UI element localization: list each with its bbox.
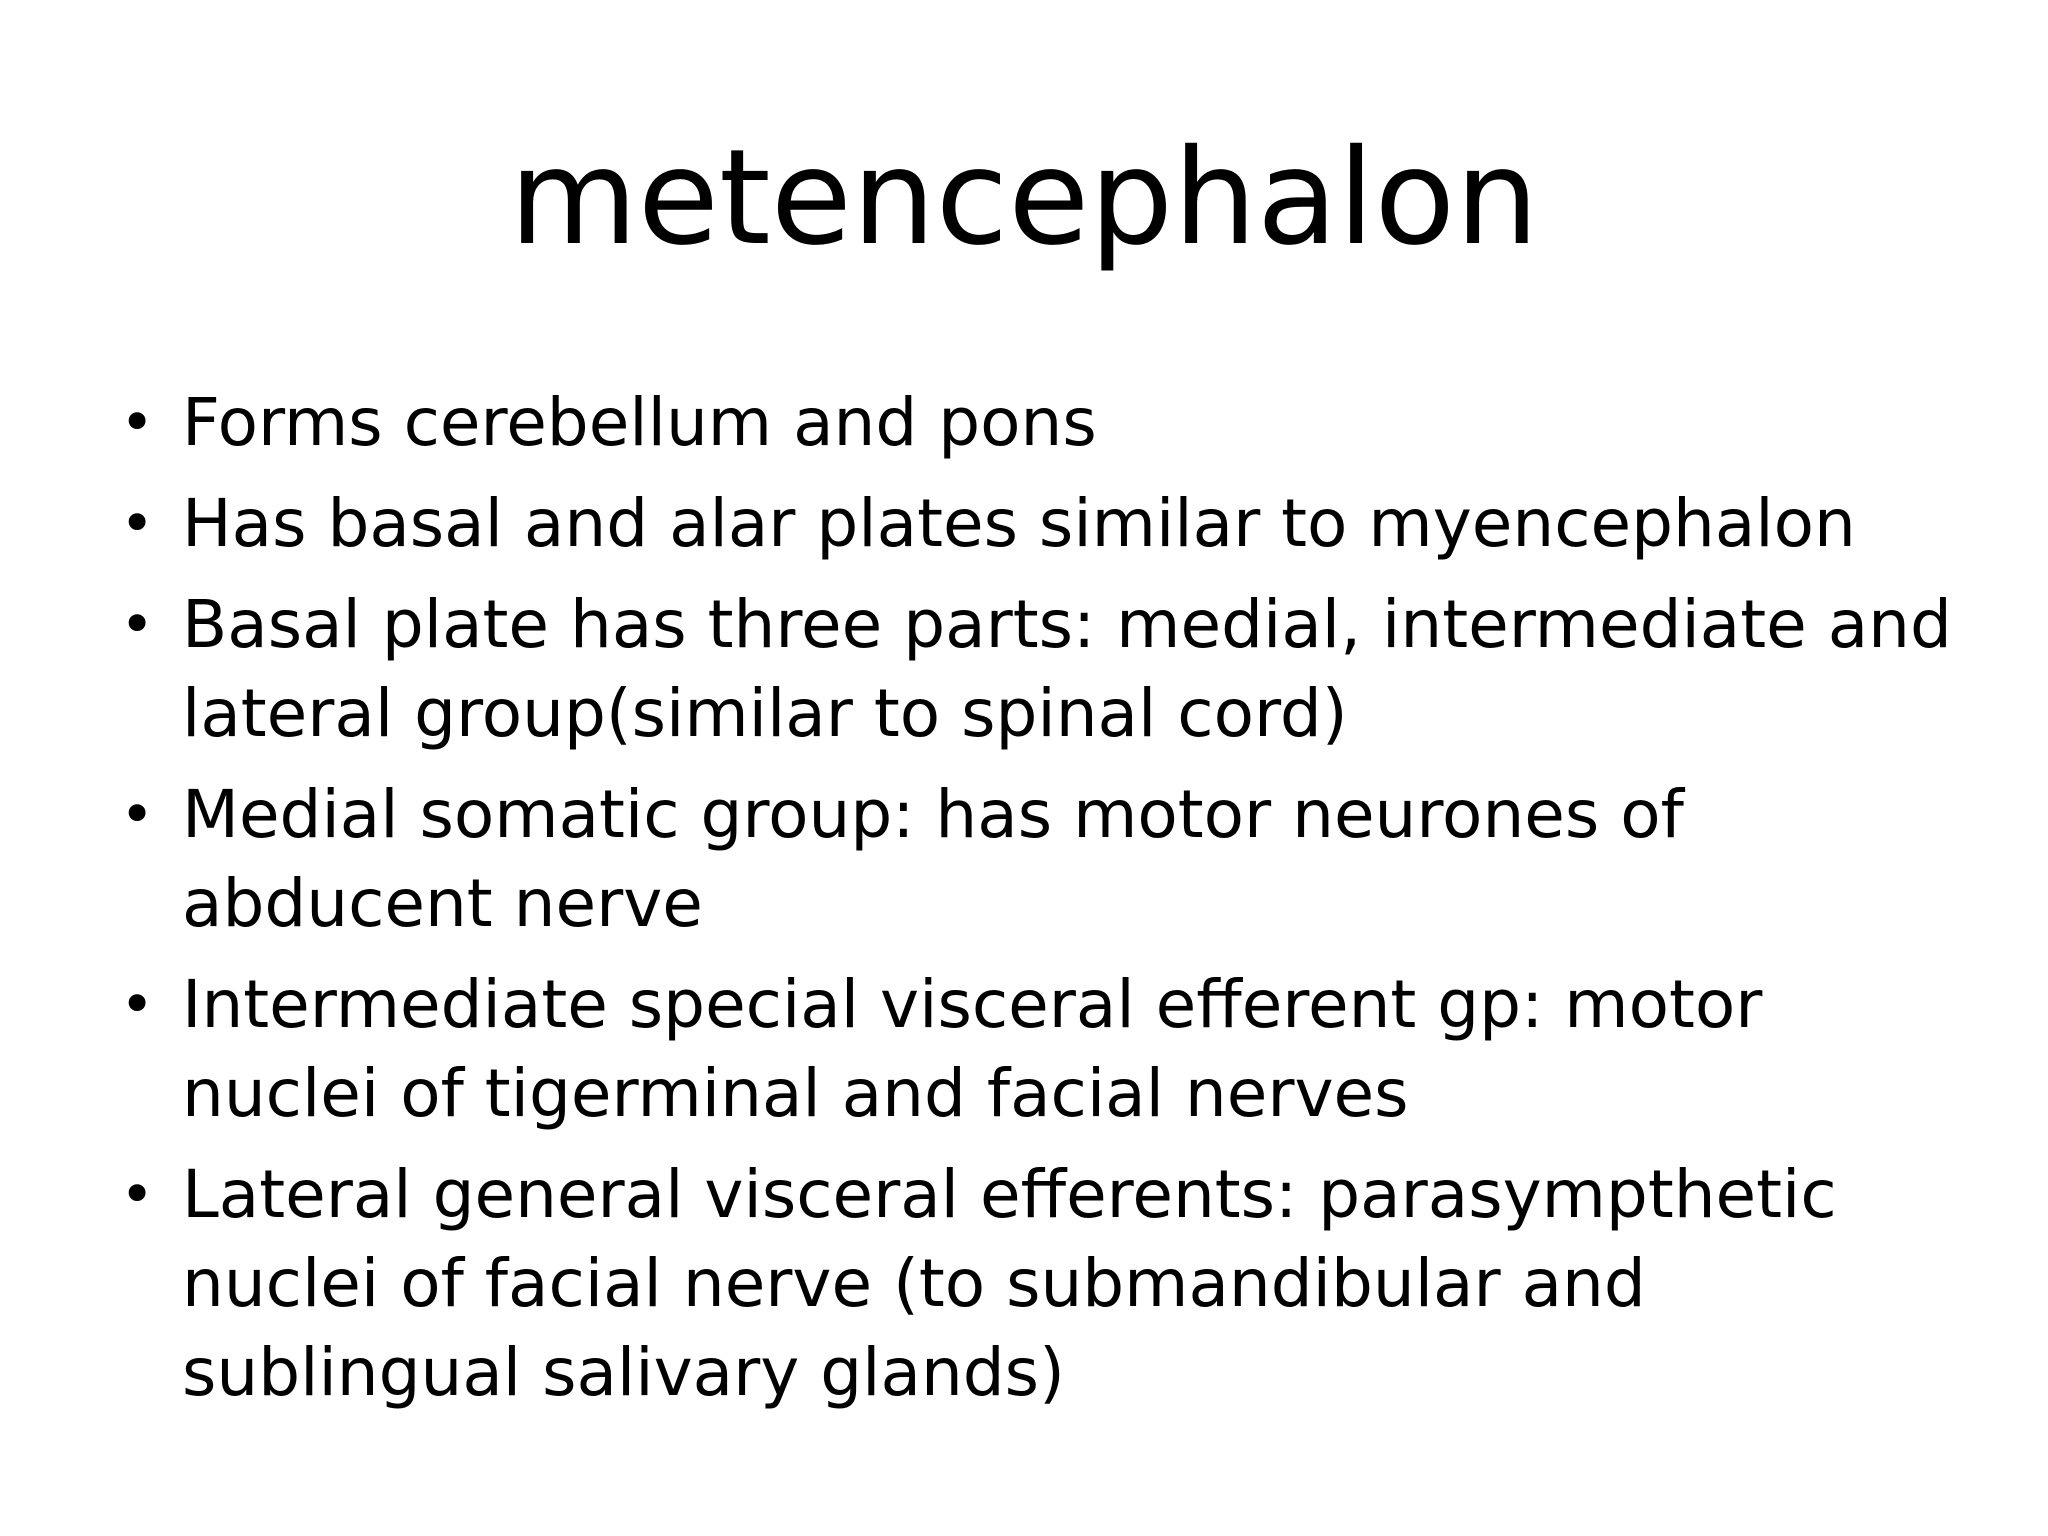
bullet-dot-icon: • [120,489,155,557]
bullet-dot-icon: • [120,780,155,848]
bullet-text: Forms cerebellum and pons [182,384,1097,461]
bullet-item [120,378,1980,467]
slide-title: metencephalon [509,121,1539,275]
bullet-item [120,770,1980,948]
bullet-text: Has basal and alar plates similar to myencephalon [182,485,1856,562]
bullet-dot-icon: • [120,970,155,1038]
bullet-text: Lateral general visceral efferents: parasympthetic nuclei of facial nerve (to submandibular and sublingual salivary glands) [182,1156,1837,1411]
bullet-item [120,580,1980,758]
bullet-dot-icon: • [120,1160,155,1228]
bullet-list [120,378,1980,1429]
bullet-text: Medial somatic group: has motor neurones of abducent nerve [182,776,1684,942]
bullet-item [120,1150,1980,1417]
bullet-dot-icon: • [120,388,155,456]
bullet-text: Basal plate has three parts: medial, intermediate and lateral group(similar to spinal cord) [182,586,1952,752]
bullet-text: Intermediate special visceral efferent gp: motor nuclei of tigerminal and facial nerves [182,966,1763,1132]
bullet-item [120,479,1980,568]
bullet-item [120,960,1980,1138]
bullet-dot-icon: • [120,590,155,658]
